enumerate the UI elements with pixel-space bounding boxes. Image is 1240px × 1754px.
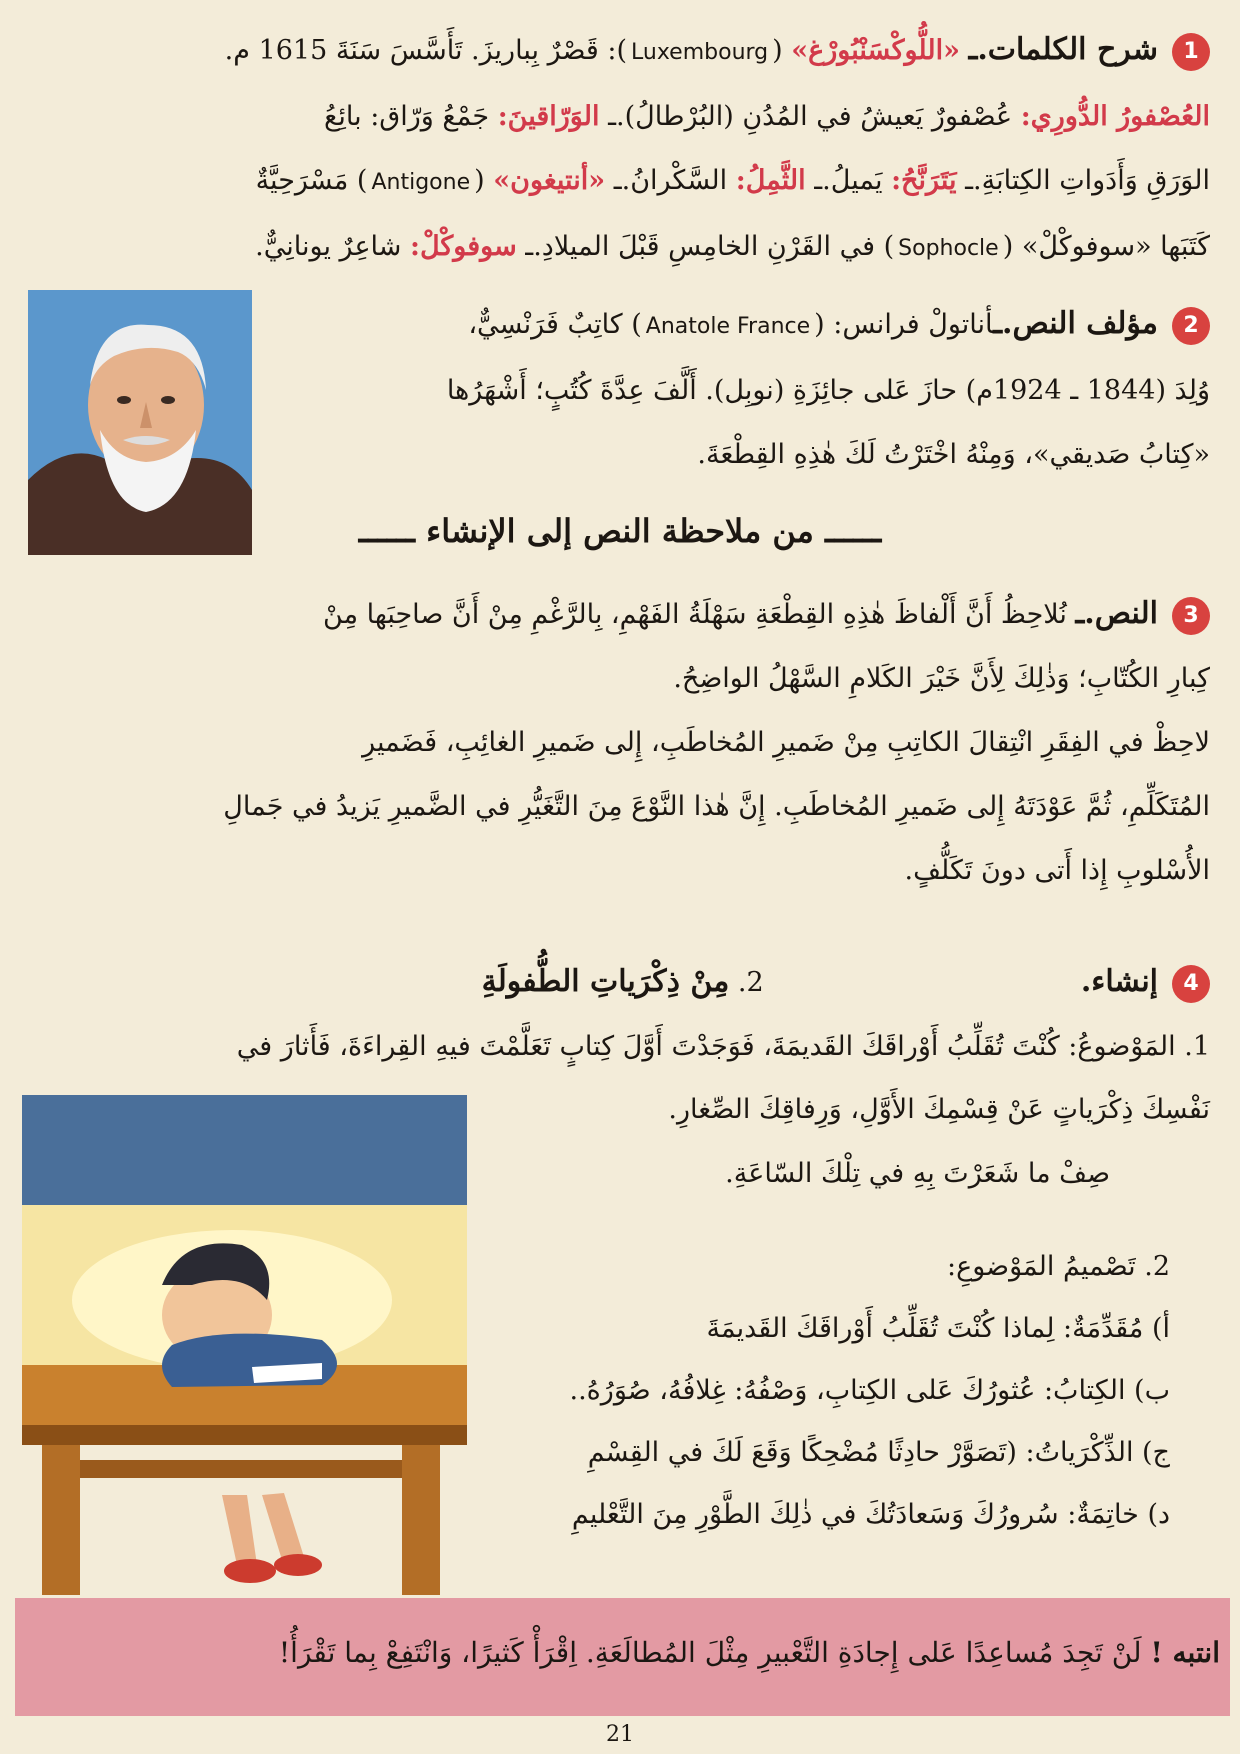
vocab-definition: كَتَبَها «سوفوكْلْ» <box>1021 231 1210 262</box>
child-desk-drawing <box>22 1095 467 1595</box>
author-line-1: 2مؤلف النص.ـأناتولْ فرانس: (Anatole France) كاتِبٌ فَرَنْسِيٌّ، <box>280 292 1210 359</box>
text-line-3: لاحِظْ في الفِقَرِ انْتِقالَ الكاتِبِ مِنْ ضَميرِ المُخاطَبِ، إِلى ضَميرِ الغائِبِ، فَضَميرِ <box>362 727 1210 758</box>
vocab-line-2 <box>18 85 1210 149</box>
vocab-definition: شاعِرٌ يونانِيٌّ. <box>255 231 402 262</box>
composition-outline <box>480 1236 1170 1546</box>
vocab-term: العُصْفورُ الدُّورِي: <box>1020 101 1210 132</box>
author-name: أناتولْ فرانس: <box>833 309 994 340</box>
vocab-line-3: الوَرَقِ وَأَدَواتِ الكِتابَةِ.ـ يَتَرَنَّحُ: يَميلُ.ـ الثَّمِلُ: السَّكْرانُ.ـ «أنتيغون» (Antigone) مَسْرَحِيَّةٌ <box>18 149 1210 215</box>
latin-word: Anatole France <box>645 314 811 339</box>
vocab-definition: عُصْفورٌ يَعيشُ في المُدُنِ (البُرْطالُ).ـ <box>608 101 1013 132</box>
section-title: إنشاء. <box>1080 964 1158 999</box>
section-title: مؤلف النص.ـ <box>993 306 1158 341</box>
vocab-definition: الوَرَقِ وَأَدَواتِ الكِتابَةِ.ـ <box>965 165 1210 196</box>
latin-word: Antigone <box>371 170 471 195</box>
outline-item: ج) الذِّكْرَياتُ: (تَصَوَّرْ حادِثًا مُضْحِكًا وَقَعَ لَكَ في القِسْمِ <box>587 1437 1170 1468</box>
topic-line-3: صِفْ ما شَعَرْتَ بِهِ في تِلْكَ السّاعَةِ. <box>725 1158 1110 1189</box>
author-portrait <box>28 290 252 555</box>
vocab-definition: مَسْرَحِيَّةٌ <box>255 165 349 196</box>
composition-subtitle: مِنْ ذِكْرَياتِ الطُّفولَةِ <box>481 964 730 999</box>
text-paragraph: نُلاحِظُ أَنَّ أَلْفاظَ هٰذِهِ القِطْعَةِ سَهْلَةُ الفَهْمِ، بِالرَّغْمِ مِنْ أَنَّ صاحِبَها مِنْ <box>323 599 1067 630</box>
vocab-term: «اللُّوكْسَنْبُورْغ» <box>791 35 960 66</box>
latin-word: Sophocle <box>898 236 999 261</box>
vocab-term: «أنتيغون» <box>493 165 606 196</box>
text-line-5: الأُسْلوبِ إِذا أَتى دونَ تَكَلُّفٍ. <box>904 855 1210 886</box>
child-desk-illustration <box>22 1095 467 1595</box>
vocab-term: سوفوكْلْ: <box>410 231 517 262</box>
composition-heading <box>18 950 1210 1015</box>
section-number-badge: 2 <box>1172 307 1210 345</box>
text-line-4: المُتَكَلِّمِ، ثُمَّ عَوْدَتَهُ إِلى ضَميرِ المُخاطَبِ. إِنَّ هٰذا النَّوْعَ مِنَ التَّغَيُّرِ في الضَّميرِ يَزيدُ في جَمالِ <box>223 791 1210 822</box>
section-text <box>18 582 1210 903</box>
outline-title: 2. تَصْميمُ المَوْضوعِ: <box>947 1251 1170 1282</box>
section-number-badge: 1 <box>1172 33 1210 71</box>
section-title: شرح الكلمات.ـ <box>968 32 1158 67</box>
page-number: 21 <box>606 1722 634 1747</box>
text-line-1 <box>18 582 1210 647</box>
vocab-term: الثَّمِلُ: <box>735 165 806 196</box>
topic-line-2: نَفْسِكَ ذِكْرَياتٍ عَنْ قِسْمِكَ الأَوَّلِ، وَرِفاقِكَ الصِّغارِ. <box>668 1094 1210 1125</box>
author-line-3: «كِتابُ صَديقي»، وَمِنْهُ اخْتَرْتُ لَكَ هٰذِهِ القِطْعَةَ. <box>697 439 1210 470</box>
vocab-definition: جَمْعُ وَرّاق: بائِعُ <box>324 101 490 132</box>
vocab-line-4: كَتَبَها «سوفوكْلْ» (Sophocle) في القَرْنِ الخامِسِ قَبْلَ الميلادِ.ـ سوفوكْلْ: شاعِرٌ يونانِيٌّ. <box>18 215 1210 281</box>
vocab-definition: السَّكْرانُ.ـ <box>613 165 728 196</box>
text-line-2: كِبارِ الكُتّابِ؛ وَذٰلِكَ لِأَنَّ خَيْرَ الكَلامِ السَّهْلُ الواضِحُ. <box>673 663 1210 694</box>
section-title: النص.ـ <box>1075 596 1158 631</box>
vocab-definition: يَميلُ.ـ <box>814 165 883 196</box>
tip-label: انتبه ! <box>1150 1636 1220 1669</box>
tip-body: لَنْ تَجِدَ مُساعِدًا عَلى إِجادَةِ التَّعْبيرِ مِثْلَ المُطالَعَةِ. اِقْرَأْ كَثيرًا، وَانْتَفِعْ بِما تَقْرَأُ! <box>278 1636 1142 1669</box>
author-line-2: وُلِدَ (1844 ـ 1924م) حازَ عَلى جائِزَةِ (نوبِل). أَلَّفَ عِدَّةَ كُتُبٍ؛ أَشْهَرُها <box>446 375 1210 406</box>
outline-item: أ) مُقَدِّمَةٌ: لِماذا كُنْتَ تُقَلِّبُ أَوْراقَكَ القَديمَةَ <box>706 1313 1170 1344</box>
section-author <box>280 292 1210 487</box>
vocab-definition: : قَصْرٌ بِباريزَ. تَأَسَّسَ سَنَةَ 1615 م. <box>224 35 617 66</box>
outline-item: ب) الكِتابُ: عُثورُكَ عَلى الكِتابِ، وَصْفُهُ: غِلافُهُ، صُوَرُهُ.. <box>569 1375 1170 1406</box>
topic-continued <box>480 1078 1210 1206</box>
latin-word: Luxembourg <box>631 40 769 65</box>
vocab-definition: في القَرْنِ الخامِسِ قَبْلَ الميلادِ.ـ <box>525 231 876 262</box>
section-composition <box>18 950 1210 1079</box>
topic-line-1: 1. المَوْضوعُ: كُنْتَ تُقَلِّبُ أَوْراقَكَ القَديمَةَ، فَوَجَدْتَ أَوَّلَ كِتابٍ تَعَلَّمْتَ فيهِ القِراءَةَ، فَأَثارَ في <box>236 1031 1210 1062</box>
outline-item: د) خاتِمَةٌ: سُرورُكَ وَسَعادَتُكَ في ذٰلِكَ الطَّوْرِ مِنَ التَّعْليمِ <box>571 1499 1170 1530</box>
vocab-term: يَتَرَنَّحُ: <box>891 165 957 196</box>
subtitle-number: 2. <box>737 967 764 998</box>
section-vocabulary <box>18 18 1210 281</box>
section-banner: ــــــ من ملاحظة النص إلى الإنشاء ــــــ <box>358 512 882 550</box>
section-number-badge: 4 <box>1172 965 1210 1003</box>
tip-text <box>279 1636 1220 1669</box>
author-text: كاتِبٌ فَرَنْسِيٌّ، <box>468 309 623 340</box>
tip-banner <box>15 1598 1230 1716</box>
author-portrait-drawing <box>28 290 252 555</box>
section-number-badge: 3 <box>1172 597 1210 635</box>
vocab-term: الوَرّاقينَ: <box>497 101 600 132</box>
vocab-line-1: 1شرح الكلمات.ـ «اللُّوكْسَنْبُورْغ» (Luxembourg): قَصْرٌ بِباريزَ. تَأَسَّسَ سَنَةَ 1615 م. <box>18 18 1210 85</box>
